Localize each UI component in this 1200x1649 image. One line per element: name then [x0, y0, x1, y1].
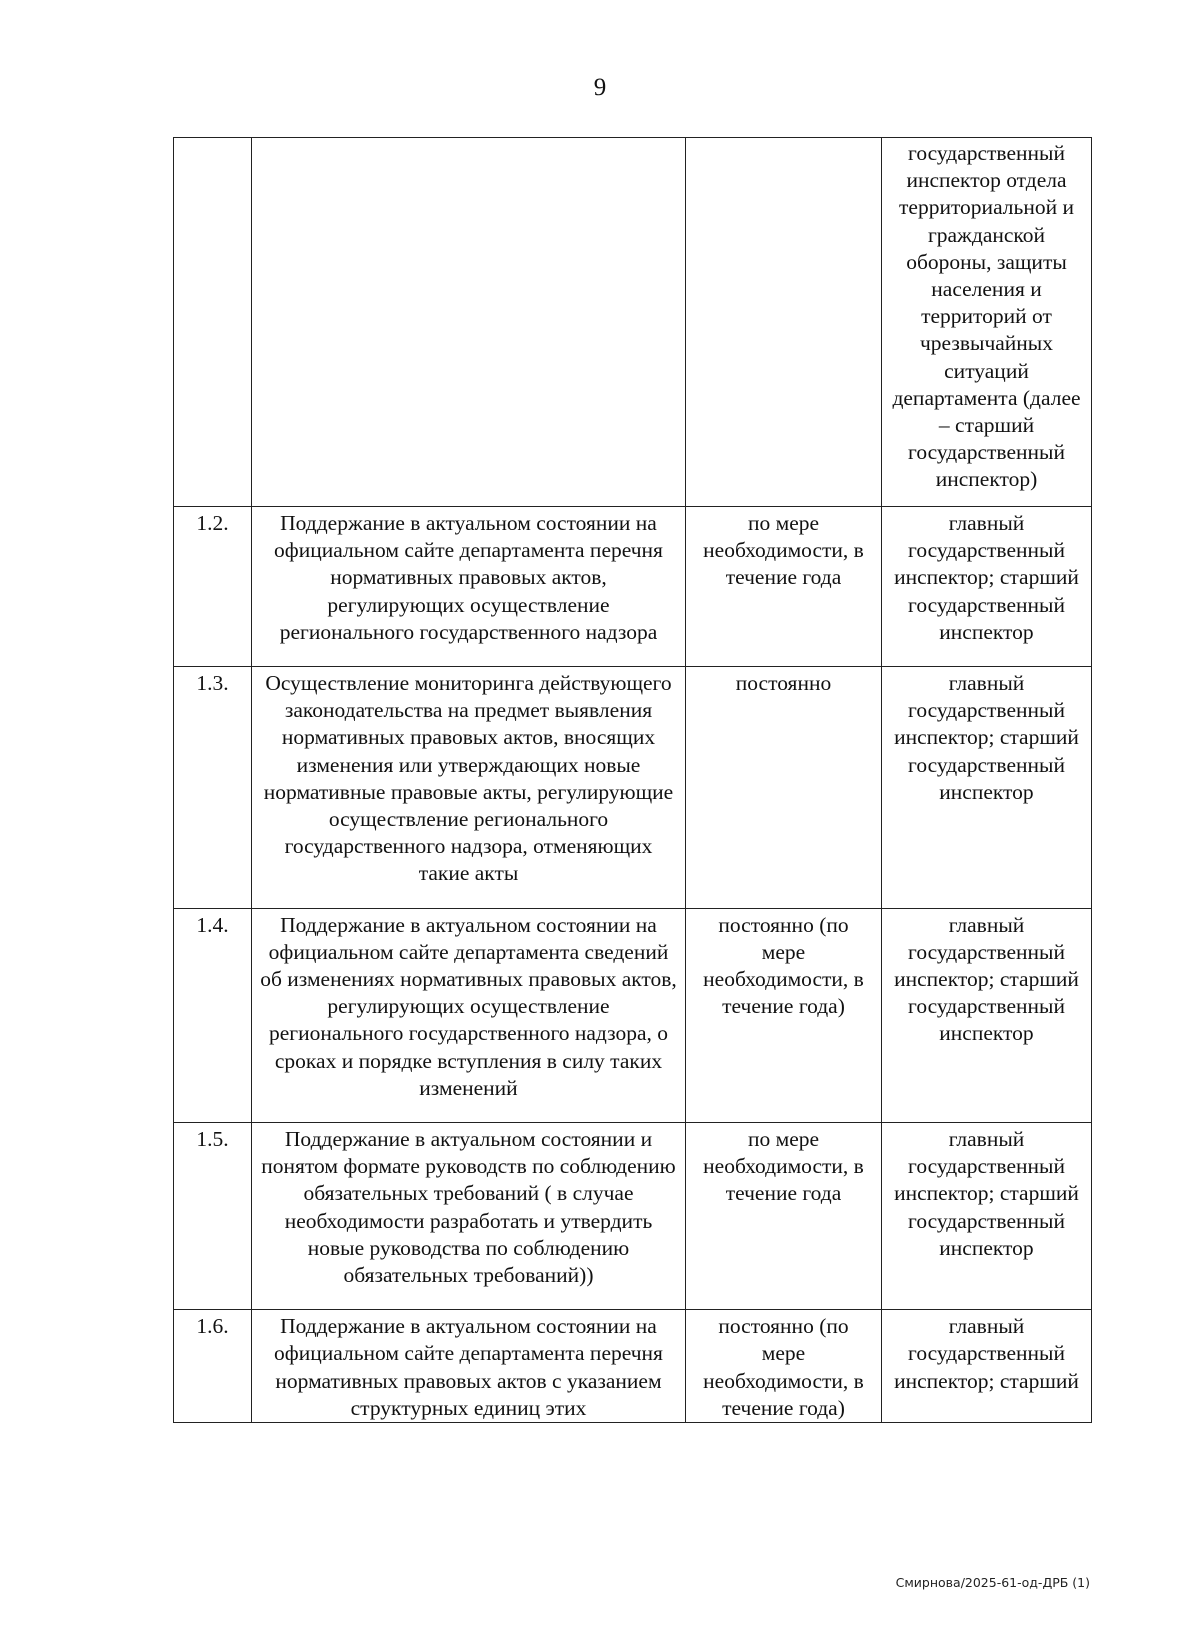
row-number: 1.4. [174, 908, 252, 1122]
table-row [174, 138, 1092, 507]
row-number: 1.5. [174, 1123, 252, 1310]
row-number: 1.6. [174, 1310, 252, 1423]
row-number [174, 138, 252, 507]
row-responsible: главный государственный инспектор; старший [882, 1310, 1092, 1423]
row-term: постоянно [686, 667, 882, 909]
row-action [252, 138, 686, 507]
row-action: Поддержание в актуальном состоянии на официальном сайте департамента перечня нормативных правовых актов, регулирующих осуществление регионального государственного надзора [252, 507, 686, 667]
document-footer: Смирнова/2025-61-од-ДРБ (1) [895, 1575, 1090, 1590]
row-responsible: главный государственный инспектор; старший государственный инспектор [882, 507, 1092, 667]
row-term: постоянно (по мере необходимости, в течение года) [686, 1310, 882, 1423]
row-number: 1.2. [174, 507, 252, 667]
table-row [174, 1310, 1092, 1423]
row-responsible: главный государственный инспектор; старший государственный инспектор [882, 1123, 1092, 1310]
row-responsible: государственный инспектор отдела территориальной и гражданской обороны, защиты населения и территорий от чрезвычайных ситуаций департамента (далее – старший государственный инспектор) [882, 138, 1092, 507]
row-term: по мере необходимости, в течение года [686, 507, 882, 667]
row-responsible: главный государственный инспектор; старший государственный инспектор [882, 908, 1092, 1122]
row-term [686, 138, 882, 507]
table-row [174, 507, 1092, 667]
page-number: 9 [593, 74, 607, 101]
row-action: Поддержание в актуальном состоянии и понятом формате руководств по соблюдению обязательных требований ( в случае необходимости разработать и утвердить новые руководства по соблюдению обязательных требований)) [252, 1123, 686, 1310]
row-action: Поддержание в актуальном состоянии на официальном сайте департамента перечня нормативных правовых актов с указанием структурных единиц этих [252, 1310, 686, 1423]
row-action: Поддержание в актуальном состоянии на официальном сайте департамента сведений об изменениях нормативных правовых актов, регулирующих осуществление регионального государственного надзора, о сроках и порядке вступления в силу таких изменений [252, 908, 686, 1122]
row-term: по мере необходимости, в течение года [686, 1123, 882, 1310]
row-action: Осуществление мониторинга действующего законодательства на предмет выявления нормативных правовых актов, вносящих изменения или утверждающих новые нормативные правовые акты, регулирующие осуществление регионального государственного надзора, отменяющих такие акты [252, 667, 686, 909]
table-row [174, 908, 1092, 1122]
table-row [174, 1123, 1092, 1310]
measures-table [173, 137, 1092, 1423]
row-number: 1.3. [174, 667, 252, 909]
row-responsible: главный государственный инспектор; старший государственный инспектор [882, 667, 1092, 909]
row-term: постоянно (по мере необходимости, в течение года) [686, 908, 882, 1122]
table-row [174, 667, 1092, 909]
